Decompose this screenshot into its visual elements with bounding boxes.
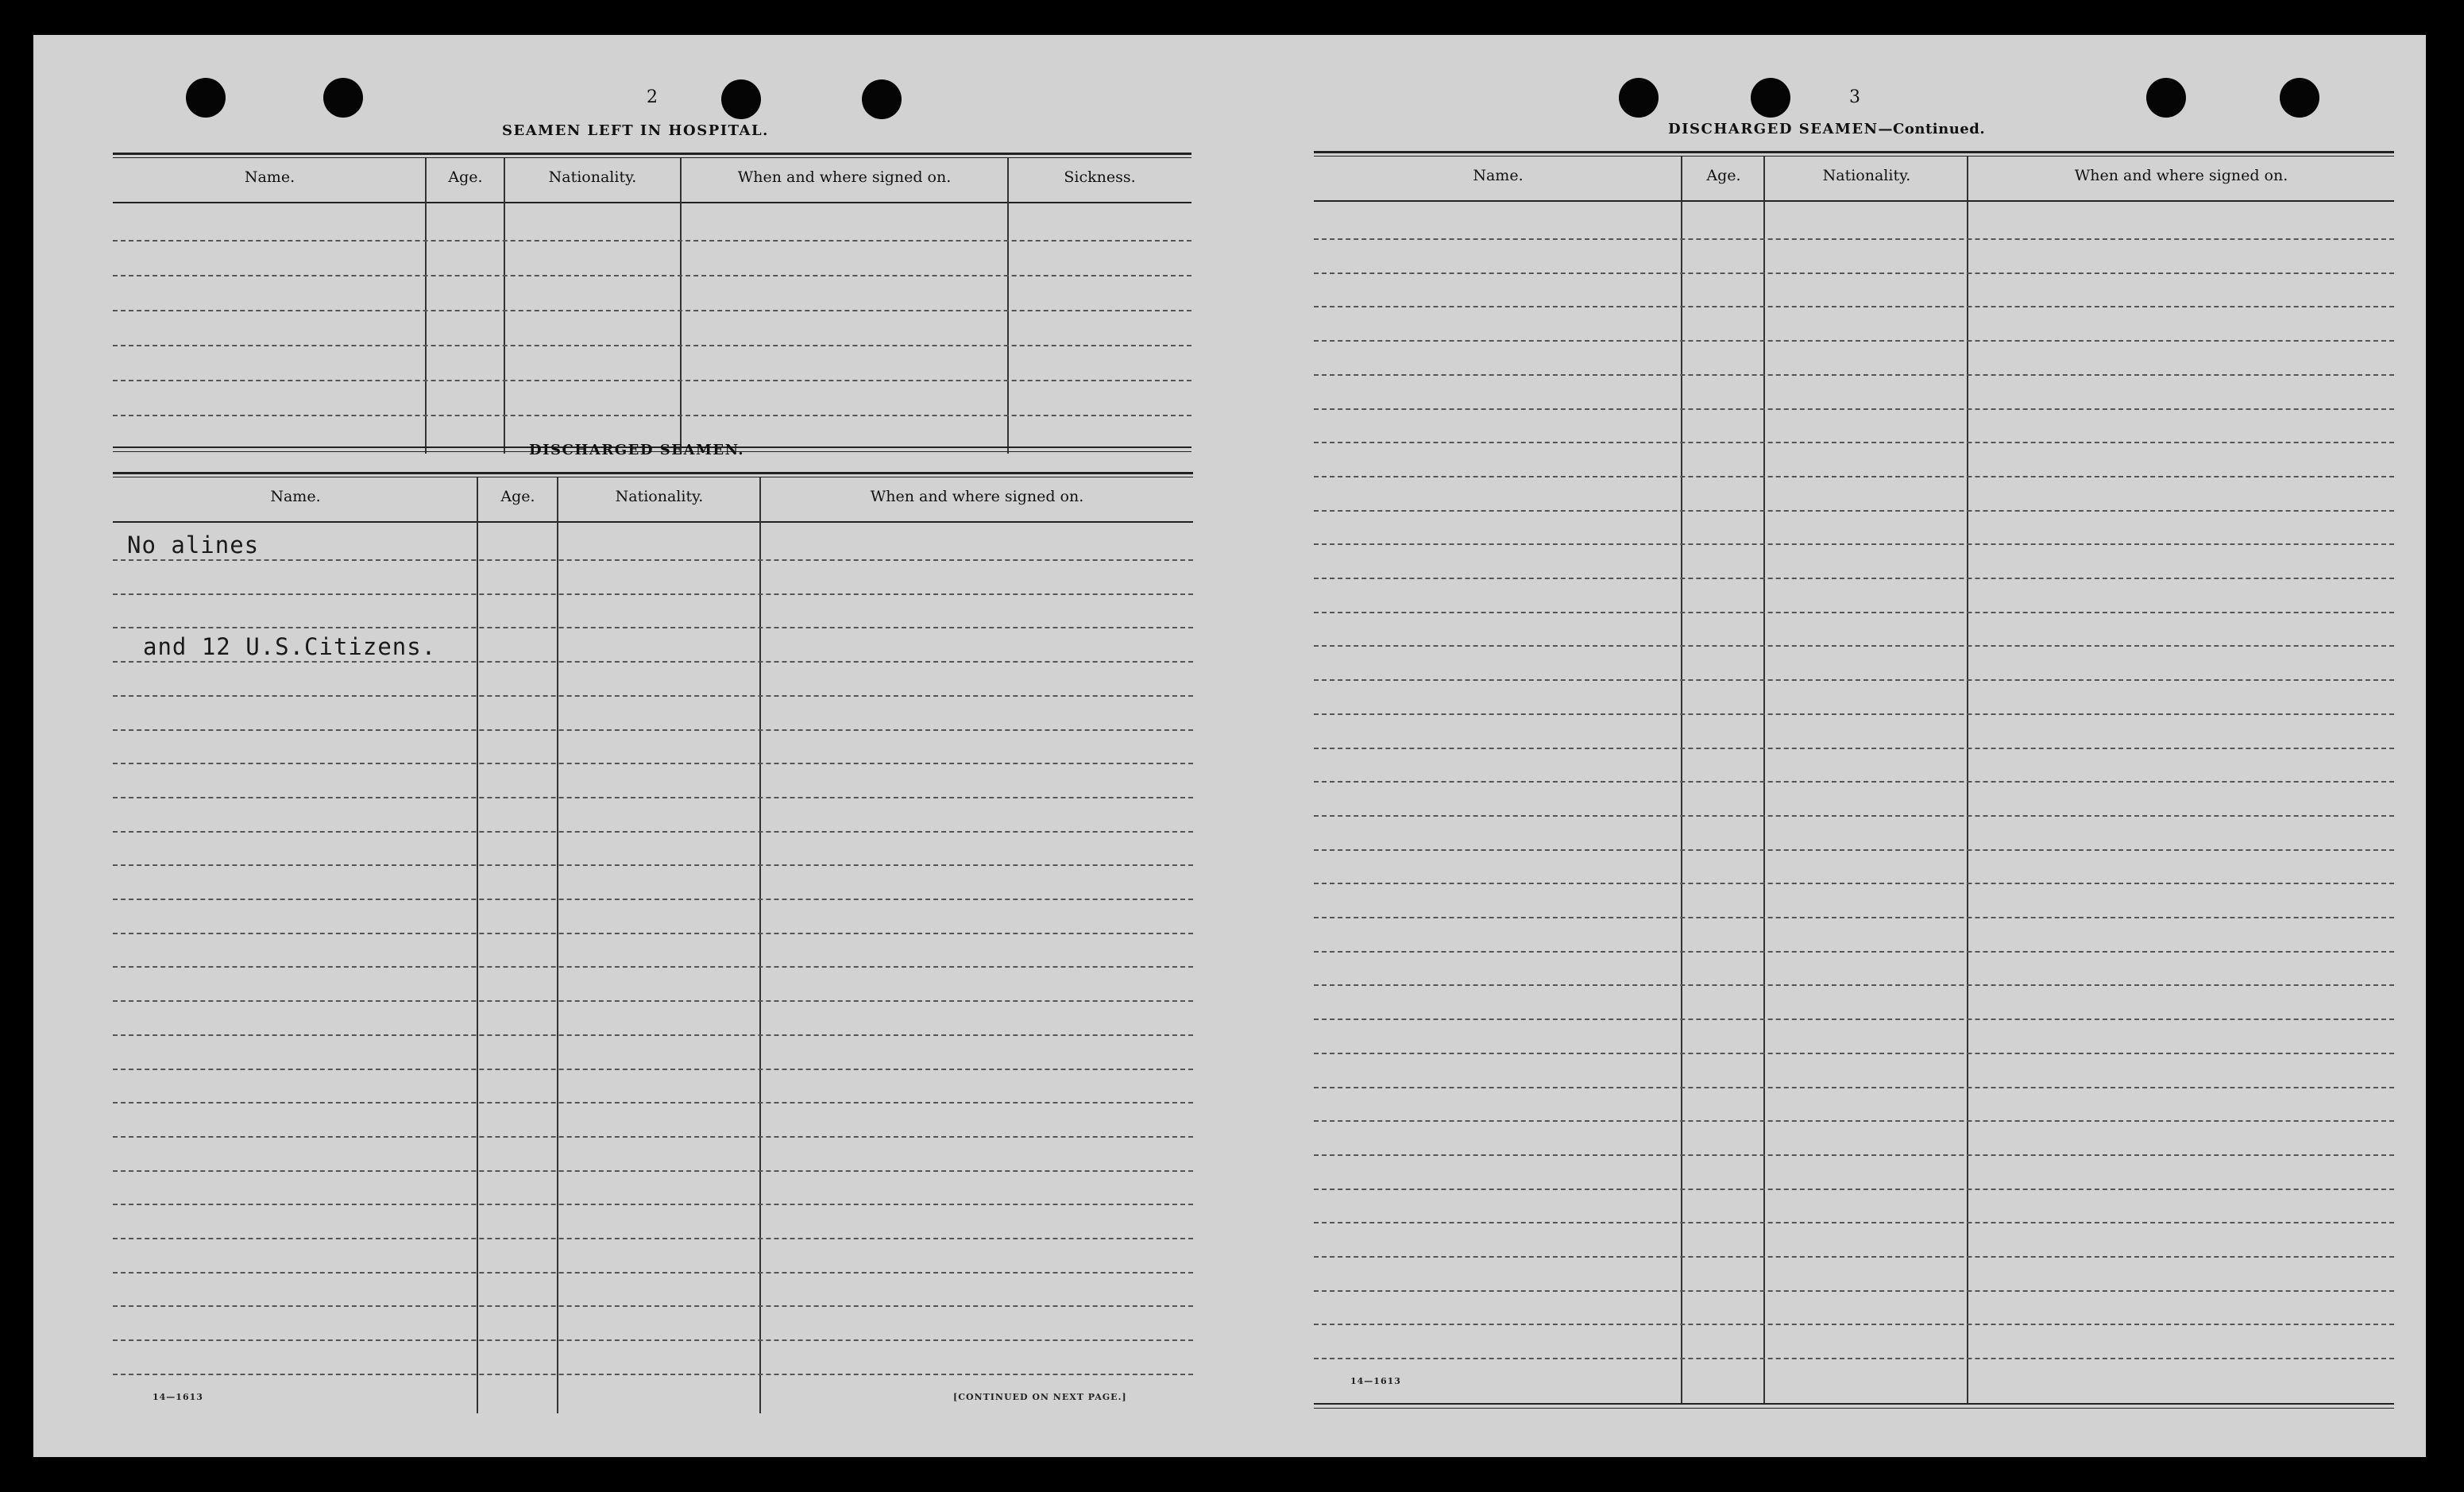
- entry-line: [1314, 1290, 2394, 1292]
- entry-line: [1314, 442, 2394, 443]
- column-rule: [425, 158, 427, 454]
- entry-line: [1314, 1120, 2394, 1122]
- entry-line: [113, 310, 1191, 311]
- entry-line: [113, 627, 1193, 628]
- entry-line: [113, 1102, 1193, 1104]
- hospital-section-title: SEAMEN LEFT IN HOSPITAL.: [502, 122, 769, 139]
- table-top-rule: [113, 153, 1191, 155]
- column-rule: [1007, 158, 1009, 454]
- entry-line: [1314, 1019, 2394, 1020]
- entry-line: [113, 797, 1193, 798]
- entry-line: [113, 899, 1193, 900]
- column-rule: [680, 158, 682, 454]
- entry-line: [113, 345, 1191, 346]
- table-top-rule: [1314, 156, 2394, 157]
- entry-line: [1314, 273, 2394, 274]
- entry-line: [113, 1136, 1193, 1138]
- entry-line: [1314, 543, 2394, 545]
- column-header-nationality: Nationality.: [548, 168, 637, 186]
- entry-line: [113, 380, 1191, 381]
- document-sheet: [33, 35, 2426, 1457]
- entry-line: [113, 415, 1191, 416]
- entry-line: [113, 1204, 1193, 1205]
- punch-hole: [186, 78, 226, 118]
- discharged-entry: and 12 U.S.Citizens.: [143, 633, 437, 660]
- column-header-nationality: Nationality.: [615, 488, 704, 505]
- entry-line: [1314, 1087, 2394, 1088]
- discharged-entry: No alines: [127, 531, 260, 559]
- entry-line: [113, 661, 1193, 663]
- form-number: 14—1613: [1350, 1376, 1401, 1386]
- entry-line: [1314, 679, 2394, 681]
- entry-line: [1314, 306, 2394, 307]
- entry-line: [1314, 849, 2394, 851]
- entry-line: [1314, 781, 2394, 783]
- page-number: 2: [647, 87, 658, 107]
- entry-line: [1314, 1053, 2394, 1054]
- entry-line: [1314, 408, 2394, 410]
- entry-line: [113, 695, 1193, 697]
- column-rule: [1967, 157, 1968, 1404]
- entry-line: [1314, 883, 2394, 884]
- entry-line: [1314, 1358, 2394, 1359]
- entry-line: [113, 864, 1193, 866]
- entry-line: [113, 1000, 1193, 1002]
- entry-line: [113, 729, 1193, 731]
- entry-line: [113, 1374, 1193, 1375]
- header-bottom-rule: [1314, 200, 2394, 202]
- column-header-signed-on: When and where signed on.: [737, 168, 952, 186]
- entry-line: [113, 1170, 1193, 1172]
- entry-line: [1314, 984, 2394, 986]
- table-top-rule: [1314, 151, 2394, 153]
- entry-line: [113, 1069, 1193, 1070]
- column-rule: [504, 158, 505, 454]
- table-top-rule: [113, 157, 1191, 158]
- entry-line: [113, 1272, 1193, 1274]
- entry-line: [1314, 1189, 2394, 1190]
- entry-line: [1314, 238, 2394, 240]
- table-bottom-rule: [1314, 1408, 2394, 1409]
- table-top-rule: [113, 472, 1193, 474]
- punch-hole: [1619, 78, 1659, 118]
- entry-line: [1314, 612, 2394, 613]
- title-text: DISCHARGED SEAMEN: [1668, 121, 1879, 137]
- page-number: 3: [1849, 87, 1860, 107]
- column-rule: [1763, 157, 1765, 1404]
- column-header-name: Name.: [244, 168, 295, 186]
- entry-line: [113, 763, 1193, 764]
- column-header-name: Name.: [1473, 167, 1524, 184]
- entry-line: [1314, 748, 2394, 749]
- punch-hole: [721, 79, 761, 119]
- entry-line: [113, 1238, 1193, 1239]
- entry-line: [1314, 578, 2394, 579]
- entry-line: [113, 275, 1191, 276]
- entry-line: [1314, 1324, 2394, 1325]
- punch-hole: [2280, 78, 2319, 118]
- column-header-age: Age.: [500, 488, 535, 505]
- discharged-section-title: DISCHARGED SEAMEN.: [529, 442, 745, 458]
- column-rule: [1681, 157, 1682, 1404]
- entry-line: [1314, 476, 2394, 477]
- entry-line: [1314, 374, 2394, 376]
- entry-line: [1314, 951, 2394, 953]
- column-header-age: Age.: [1706, 167, 1741, 184]
- form-number: 14—1613: [153, 1392, 203, 1402]
- entry-line: [113, 933, 1193, 934]
- column-header-age: Age.: [448, 168, 483, 186]
- entry-line: [113, 593, 1193, 595]
- entry-line: [113, 831, 1193, 833]
- entry-line: [1314, 340, 2394, 342]
- entry-line: [1314, 1154, 2394, 1156]
- column-header-nationality: Nationality.: [1822, 167, 1911, 184]
- table-bottom-rule: [1314, 1403, 2394, 1405]
- discharged-continued-title: [1668, 121, 1985, 137]
- entry-line: [113, 1305, 1193, 1307]
- entry-line: [1314, 917, 2394, 918]
- entry-line: [113, 1034, 1193, 1036]
- column-header-sickness: Sickness.: [1064, 168, 1136, 186]
- entry-line: [1314, 713, 2394, 715]
- entry-line: [1314, 645, 2394, 647]
- title-suffix: —Continued.: [1878, 121, 1986, 137]
- punch-hole: [2146, 78, 2186, 118]
- entry-line: [1314, 1222, 2394, 1223]
- column-header-signed-on: When and where signed on.: [870, 488, 1084, 505]
- header-bottom-rule: [113, 521, 1193, 523]
- continued-note: [CONTINUED ON NEXT PAGE.]: [953, 1392, 1127, 1402]
- column-header-signed-on: When and where signed on.: [2074, 167, 2288, 184]
- entry-line: [1314, 510, 2394, 512]
- punch-hole: [862, 79, 902, 119]
- entry-line: [113, 240, 1191, 242]
- punch-hole: [1751, 78, 1790, 118]
- punch-hole: [323, 78, 363, 118]
- entry-line: [113, 1339, 1193, 1341]
- entry-line: [113, 559, 1193, 561]
- entry-line: [1314, 815, 2394, 817]
- entry-line: [1314, 1256, 2394, 1258]
- entry-line: [113, 966, 1193, 968]
- header-bottom-rule: [113, 202, 1191, 203]
- column-header-name: Name.: [270, 488, 321, 505]
